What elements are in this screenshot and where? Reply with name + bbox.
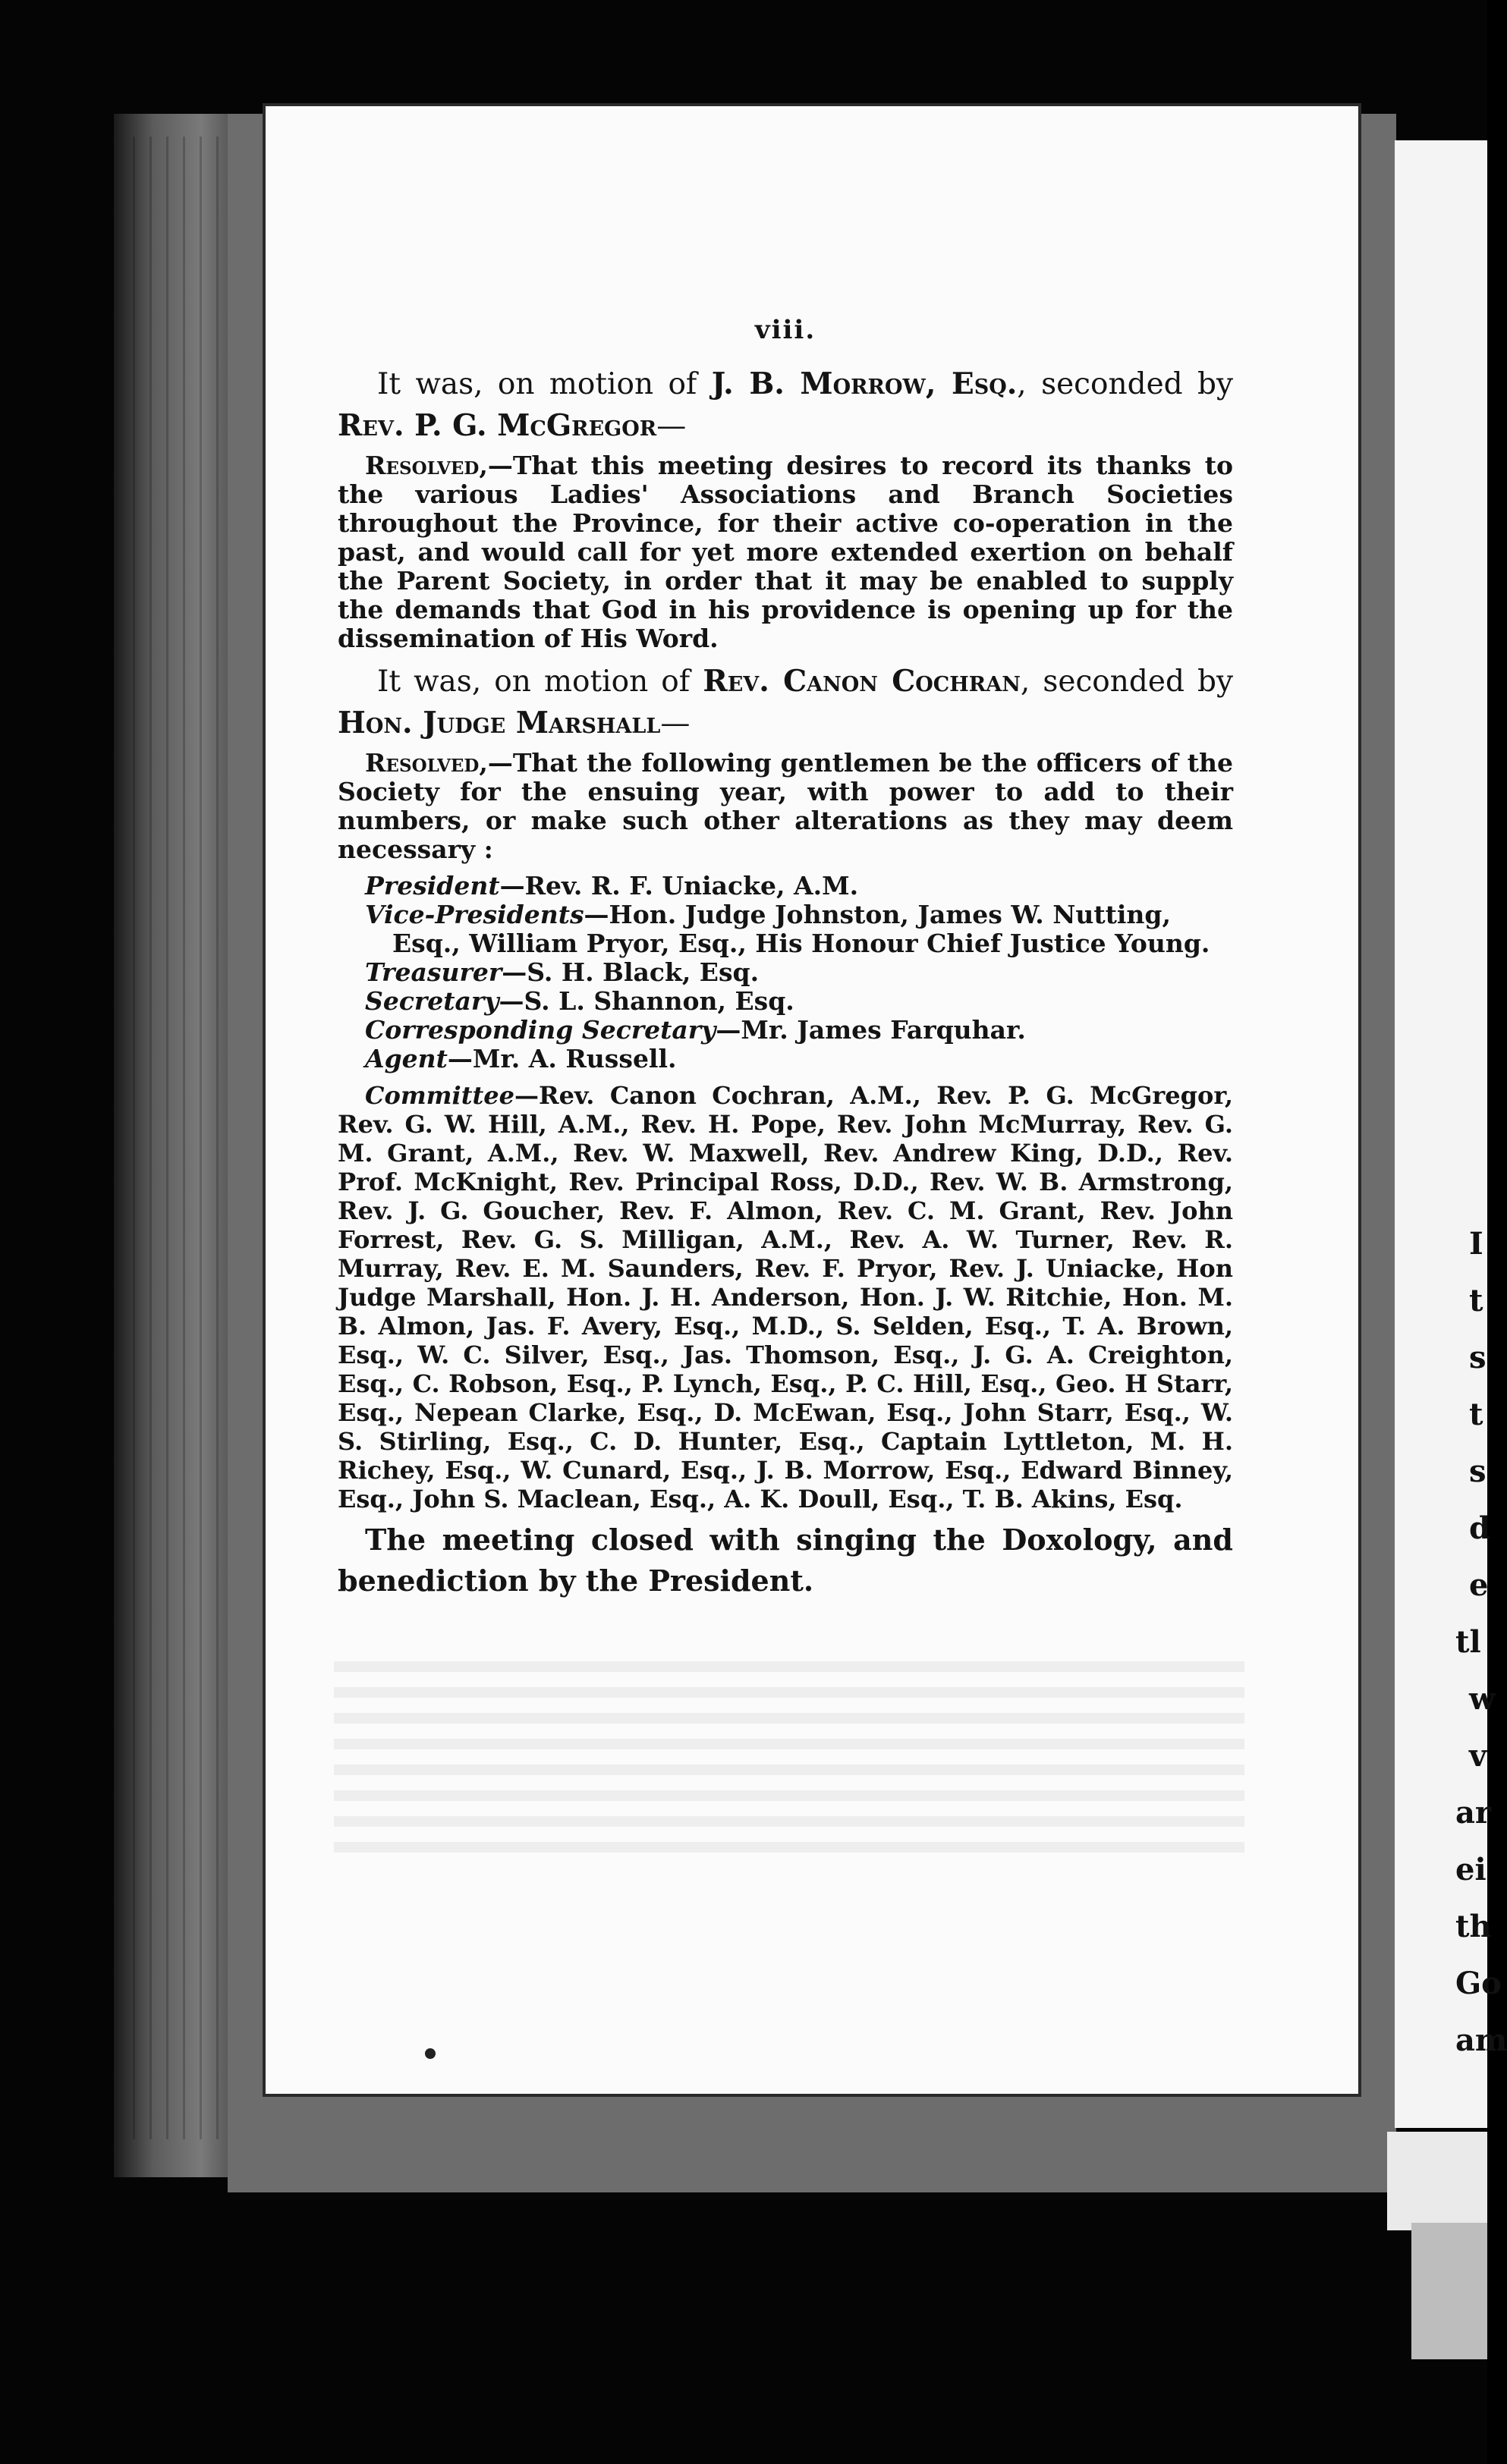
officer-line bbox=[365, 900, 1233, 958]
facing-page-letter: w bbox=[1469, 1681, 1496, 1717]
officer-line bbox=[365, 958, 1233, 987]
facing-page-letter: t bbox=[1469, 1283, 1483, 1318]
facing-page-letter: s bbox=[1469, 1340, 1487, 1375]
motion-2-middle: , seconded by bbox=[1020, 665, 1234, 699]
resolution-2-text: —That the following gentlemen be the officers of the Society for the ensuing year, with power to add to their numbers, or make such other alterations as they may deem necessary : bbox=[338, 748, 1233, 864]
committee-paragraph bbox=[338, 1081, 1233, 1513]
officer-line bbox=[365, 1016, 1233, 1045]
officer-names: —S. H. Black, Esq. bbox=[502, 957, 760, 987]
resolution-2-lead: Resolved, bbox=[365, 748, 488, 778]
page-text bbox=[338, 315, 1233, 1601]
motion-1 bbox=[338, 363, 1233, 447]
facing-page-letter: d bbox=[1469, 1510, 1490, 1546]
officer-names: —Mr. James Farquhar. bbox=[716, 1015, 1026, 1045]
officer-names: —S. L. Shannon, Esq. bbox=[499, 986, 794, 1016]
page-number: viii. bbox=[754, 315, 816, 345]
facing-page-letter: th bbox=[1455, 1909, 1492, 1944]
resolution-1-text: —That this meeting desires to record its thanks to the various Ladies' Associations and Branch Societies throughout the Province, for their active co-operation in the past, and would call for yet more extended exertion on behalf the Parent Society, in order that it may be enabled to supply the demands that God in his providence is opening up for the dissemination of His Word. bbox=[338, 451, 1233, 653]
facing-page-letter: ar bbox=[1455, 1795, 1491, 1831]
motion-2-mover: Rev. Canon Cochran bbox=[703, 664, 1021, 699]
facing-page-letter: am bbox=[1455, 2022, 1507, 2058]
facing-page-shadow bbox=[1411, 2223, 1487, 2359]
facing-page-letter: ei bbox=[1455, 1852, 1487, 1887]
facing-page-letter: Go bbox=[1455, 1966, 1502, 2001]
facing-page-bottom bbox=[1387, 2132, 1487, 2230]
officer-title: Agent bbox=[365, 1044, 448, 1073]
facing-page-letter: e bbox=[1469, 1567, 1489, 1603]
officer-line bbox=[365, 987, 1233, 1016]
officer-line bbox=[365, 1045, 1233, 1073]
closing-paragraph: The meeting closed with singing the Doxology, and benediction by the President. bbox=[338, 1523, 1233, 1598]
facing-page-letter: s bbox=[1469, 1454, 1487, 1489]
page-speck bbox=[425, 2048, 436, 2059]
bleed-through bbox=[334, 1661, 1244, 1866]
officers-list bbox=[338, 872, 1233, 1073]
motion-1-mover: J. B. Morrow, Esq. bbox=[711, 366, 1018, 401]
officer-title: Vice-Presidents bbox=[365, 900, 584, 929]
facing-page-letter: I bbox=[1469, 1226, 1483, 1262]
committee-title: Committee bbox=[365, 1081, 514, 1110]
officer-names: —Mr. A. Russell. bbox=[447, 1044, 677, 1073]
motion-1-seconder: Rev. P. G. McGregor bbox=[338, 408, 657, 443]
resolution-1-lead: Resolved, bbox=[365, 451, 488, 480]
officer-title: Secretary bbox=[365, 986, 499, 1016]
committee-names: —Rev. Canon Cochran, A.M., Rev. P. G. McGregor, Rev. G. W. Hill, A.M., Rev. H. Pope, Rev. John McMurray, Rev. G. M. Grant, A.M., Rev. W. Maxwell, Rev. Andrew King, D.D., Rev. Prof. McKnight, Rev. Principal Ross, D.D., Rev. W. B. Armstrong, Rev. J. G. Goucher, Rev. F. Almon, Rev. C. M. Grant, Rev. John Forrest, Rev. G. S. Milligan, A.M., Rev. A. W. Turner, Rev. R. Murray, Rev. E. M. Saunders, Rev. F. Pryor, Rev. J. Uniacke, Hon Judge Marshall, Hon. J. H. Anderson, Hon. J. W. Ritchie, Hon. M. B. Almon, Jas. F. Avery, Esq., M.D., S. Selden, Esq., T. A. Brown, Esq., W. C. Silver, Esq., Jas. Thomson, Esq., J. G. A. Creighton, Esq., C. Robson, Esq., P. Lynch, Esq., P. C. Hill, Esq., Geo. H Starr, Esq., Nepean Clarke, Esq., D. McEwan, Esq., John Starr, Esq., W. S. Stirling, Esq., C. D. Hunter, Esq., Captain Lyttleton, M. H. Richey, Esq., W. Cunard, Esq., J. B. Morrow, Esq., Edward Binney, Esq., John S. Maclean, Esq., A. K. Doull, Esq., T. B. Akins, Esq. bbox=[338, 1081, 1233, 1513]
motion-1-prefix: It was, on motion of bbox=[377, 367, 712, 401]
resolution-2 bbox=[338, 749, 1233, 864]
officer-title: Treasurer bbox=[365, 957, 502, 987]
officer-line bbox=[365, 872, 1233, 900]
officer-title: President bbox=[365, 871, 500, 900]
motion-2-prefix: It was, on motion of bbox=[377, 665, 703, 699]
motion-2-seconder: Hon. Judge Marshall bbox=[338, 706, 661, 740]
motion-2-suffix: — bbox=[660, 706, 691, 740]
officer-names: —Hon. Judge Johnston, James W. Nutting, Esq., William Pryor, Esq., His Honour Chief Justice Young. bbox=[392, 900, 1210, 958]
motion-2 bbox=[338, 661, 1233, 744]
motion-1-middle: , seconded by bbox=[1017, 367, 1233, 401]
facing-page-letter: t bbox=[1469, 1397, 1483, 1432]
officer-names: —Rev. R. F. Uniacke, A.M. bbox=[499, 871, 859, 900]
motion-1-suffix: — bbox=[656, 409, 687, 443]
facing-page-letter: tl bbox=[1455, 1624, 1481, 1660]
officer-title: Corresponding Secretary bbox=[365, 1015, 716, 1045]
facing-page-letter: v bbox=[1469, 1738, 1487, 1774]
resolution-1 bbox=[338, 451, 1233, 653]
